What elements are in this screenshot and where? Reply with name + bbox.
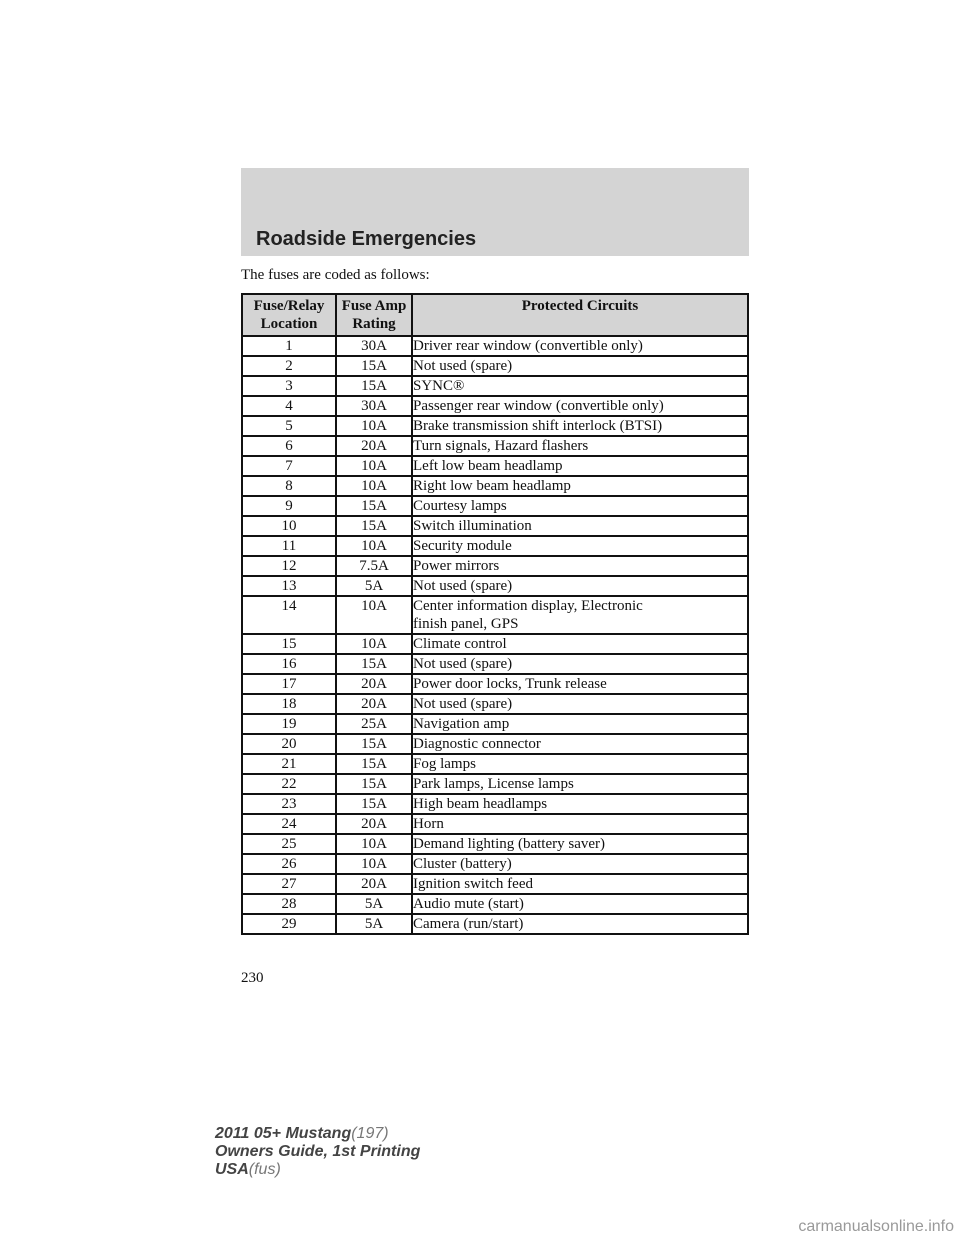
table-row (242, 456, 748, 476)
table-row (242, 894, 748, 914)
protected-circuit-text: Horn (413, 816, 444, 832)
fuse-amp-cell: 15A (336, 734, 412, 754)
fuse-amp-cell: 15A (336, 654, 412, 674)
table-row (242, 516, 748, 536)
table-row (242, 356, 748, 376)
fuse-location-cell: 15 (242, 634, 336, 654)
fuse-amp-cell: 30A (336, 336, 412, 356)
fuse-location-cell: 17 (242, 674, 336, 694)
protected-circuit-text: Power mirrors (413, 558, 500, 574)
fuse-amp-cell: 5A (336, 576, 412, 596)
fuse-amp-cell: 15A (336, 356, 412, 376)
fuse-amp-cell: 25A (336, 714, 412, 734)
protected-circuit-text: Not used (spare) (413, 656, 513, 672)
fuse-location-cell: 11 (242, 536, 336, 556)
table-row (242, 734, 748, 754)
protected-circuit-text: Power door locks, Trunk release (413, 676, 607, 692)
page-number: 230 (241, 970, 264, 986)
fuse-location-cell: 29 (242, 914, 336, 934)
fuse-location-cell: 7 (242, 456, 336, 476)
protected-circuit-cell (412, 774, 748, 794)
protected-circuit-cell (412, 674, 748, 694)
fuse-location-cell: 26 (242, 854, 336, 874)
fuse-amp-cell: 20A (336, 814, 412, 834)
protected-circuit-cell (412, 436, 748, 456)
table-row (242, 674, 748, 694)
table-header-row (242, 294, 748, 336)
fuse-location-cell: 5 (242, 416, 336, 436)
fuse-amp-cell: 20A (336, 674, 412, 694)
table-row (242, 874, 748, 894)
footer-model: 2011 05+ Mustang (215, 1125, 352, 1142)
fuse-location-cell: 2 (242, 356, 336, 376)
fuse-amp-cell: 30A (336, 396, 412, 416)
fuse-amp-cell: 15A (336, 754, 412, 774)
table-row (242, 914, 748, 934)
footer-printing: Owners Guide, 1st Printing (215, 1143, 421, 1160)
protected-circuit-cell (412, 874, 748, 894)
fuse-amp-cell: 10A (336, 834, 412, 854)
protected-circuit-text: Driver rear window (convertible only) (413, 338, 643, 354)
fuse-amp-cell: 15A (336, 516, 412, 536)
footer-line-2 (215, 1143, 420, 1161)
protected-circuit-text: Brake transmission shift interlock (BTSI) (413, 418, 663, 434)
protected-circuit-cell (412, 416, 748, 436)
protected-circuit-cell (412, 336, 748, 356)
protected-circuit-text: Right low beam headlamp (413, 478, 571, 494)
protected-circuit-text: Center information display, Electronic (413, 598, 643, 614)
fuse-amp-cell: 5A (336, 894, 412, 914)
fuse-location-cell: 1 (242, 336, 336, 356)
fuse-amp-cell: 7.5A (336, 556, 412, 576)
fuse-location-cell: 9 (242, 496, 336, 516)
watermark: carmanualsonline.info (798, 1218, 954, 1235)
protected-circuit-text: Not used (spare) (413, 358, 513, 374)
protected-circuit-cell (412, 834, 748, 854)
table-row (242, 396, 748, 416)
protected-circuit-cell (412, 814, 748, 834)
fuse-location-cell: 23 (242, 794, 336, 814)
protected-circuit-cell (412, 376, 748, 396)
footer-line-1 (215, 1125, 420, 1143)
protected-circuit-cell (412, 476, 748, 496)
table-row (242, 794, 748, 814)
fuse-amp-cell: 10A (336, 456, 412, 476)
protected-circuit-cell (412, 496, 748, 516)
footer-code: (197) (351, 1125, 389, 1142)
header-location-line2: Location (260, 316, 318, 332)
fuse-table (241, 293, 749, 935)
fuse-location-cell: 14 (242, 596, 336, 634)
protected-circuit-cell (412, 894, 748, 914)
protected-circuit-text: Switch illumination (413, 518, 532, 534)
fuse-amp-cell: 5A (336, 914, 412, 934)
header-amp (336, 294, 412, 336)
fuse-amp-cell: 15A (336, 774, 412, 794)
protected-circuit-cell (412, 914, 748, 934)
protected-circuit-cell (412, 654, 748, 674)
fuse-amp-cell: 10A (336, 634, 412, 654)
fuse-location-cell: 28 (242, 894, 336, 914)
table-row (242, 556, 748, 576)
protected-circuit-text: Not used (spare) (413, 578, 513, 594)
table-row (242, 694, 748, 714)
protected-circuit-cell (412, 734, 748, 754)
protected-circuit-cell (412, 556, 748, 576)
fuse-amp-cell: 10A (336, 476, 412, 496)
protected-circuit-text: Fog lamps (413, 756, 476, 772)
fuse-location-cell: 4 (242, 396, 336, 416)
protected-circuit-text: SYNC® (413, 378, 465, 394)
table-row (242, 496, 748, 516)
protected-circuit-text: Courtesy lamps (413, 498, 507, 514)
protected-circuit-text: Navigation amp (413, 716, 510, 732)
fuse-amp-cell: 20A (336, 874, 412, 894)
fuse-location-cell: 16 (242, 654, 336, 674)
fuse-amp-cell: 20A (336, 436, 412, 456)
fuse-location-cell: 27 (242, 874, 336, 894)
protected-circuit-text: Security module (413, 538, 512, 554)
protected-circuit-cell (412, 576, 748, 596)
protected-circuit-cell (412, 754, 748, 774)
fuse-location-cell: 25 (242, 834, 336, 854)
table-row (242, 754, 748, 774)
protected-circuit-text: High beam headlamps (413, 796, 548, 812)
protected-circuit-cell (412, 356, 748, 376)
protected-circuit-cell (412, 714, 748, 734)
protected-circuit-cell (412, 536, 748, 556)
protected-circuit-text: Left low beam headlamp (413, 458, 563, 474)
fuse-location-cell: 18 (242, 694, 336, 714)
table-row (242, 774, 748, 794)
header-circuits: Protected Circuits (412, 294, 748, 336)
header-amp-line1: Fuse Amp (341, 298, 407, 314)
protected-circuit-text: Passenger rear window (convertible only) (413, 398, 664, 414)
fuse-table-body (242, 336, 748, 934)
table-row (242, 596, 748, 634)
fuse-amp-cell: 10A (336, 536, 412, 556)
header-amp-line2: Rating (352, 316, 396, 332)
section-title: Roadside Emergencies (256, 228, 477, 250)
table-row (242, 536, 748, 556)
fuse-amp-cell: 15A (336, 496, 412, 516)
header-location-line1: Fuse/Relay (253, 298, 325, 314)
protected-circuit-text: Diagnostic connector (413, 736, 541, 752)
print-footer (215, 1125, 420, 1179)
intro-text: The fuses are coded as follows: (241, 267, 430, 283)
protected-circuit-text: Ignition switch feed (413, 876, 533, 892)
fuse-amp-cell: 10A (336, 854, 412, 874)
table-row (242, 634, 748, 654)
header-location (242, 294, 336, 336)
table-row (242, 854, 748, 874)
fuse-location-cell: 8 (242, 476, 336, 496)
protected-circuit-cell (412, 516, 748, 536)
protected-circuit-cell (412, 794, 748, 814)
fuse-location-cell: 24 (242, 814, 336, 834)
table-row (242, 436, 748, 456)
fuse-amp-cell: 15A (336, 794, 412, 814)
protected-circuit-text-continued: finish panel, GPS (413, 616, 519, 632)
footer-line-3 (215, 1161, 420, 1179)
protected-circuit-text: Park lamps, License lamps (413, 776, 574, 792)
fuse-location-cell: 13 (242, 576, 336, 596)
fuse-location-cell: 21 (242, 754, 336, 774)
fuse-location-cell: 19 (242, 714, 336, 734)
protected-circuit-cell (412, 854, 748, 874)
protected-circuit-text: Demand lighting (battery saver) (413, 836, 606, 852)
fuse-location-cell: 12 (242, 556, 336, 576)
protected-circuit-text: Camera (run/start) (413, 916, 524, 932)
table-row (242, 476, 748, 496)
fuse-amp-cell: 10A (336, 416, 412, 436)
table-row (242, 654, 748, 674)
protected-circuit-text: Climate control (413, 636, 507, 652)
fuse-location-cell: 20 (242, 734, 336, 754)
table-row (242, 416, 748, 436)
footer-market: USA (215, 1161, 249, 1178)
protected-circuit-text: Cluster (battery) (413, 856, 512, 872)
fuse-amp-cell: 15A (336, 376, 412, 396)
fuse-amp-cell: 10A (336, 596, 412, 634)
fuse-location-cell: 3 (242, 376, 336, 396)
table-row (242, 576, 748, 596)
protected-circuit-text: Audio mute (start) (413, 896, 524, 912)
fuse-location-cell: 6 (242, 436, 336, 456)
table-row (242, 376, 748, 396)
table-row (242, 814, 748, 834)
protected-circuit-text: Not used (spare) (413, 696, 513, 712)
protected-circuit-cell (412, 634, 748, 654)
protected-circuit-cell (412, 396, 748, 416)
protected-circuit-cell (412, 456, 748, 476)
table-row (242, 336, 748, 356)
protected-circuit-cell (412, 694, 748, 714)
fuse-location-cell: 10 (242, 516, 336, 536)
table-row (242, 714, 748, 734)
table-row (242, 834, 748, 854)
fuse-amp-cell: 20A (336, 694, 412, 714)
footer-market-code: (fus) (248, 1161, 281, 1178)
fuse-location-cell: 22 (242, 774, 336, 794)
protected-circuit-text: Turn signals, Hazard flashers (413, 438, 589, 454)
protected-circuit-cell (412, 596, 748, 634)
